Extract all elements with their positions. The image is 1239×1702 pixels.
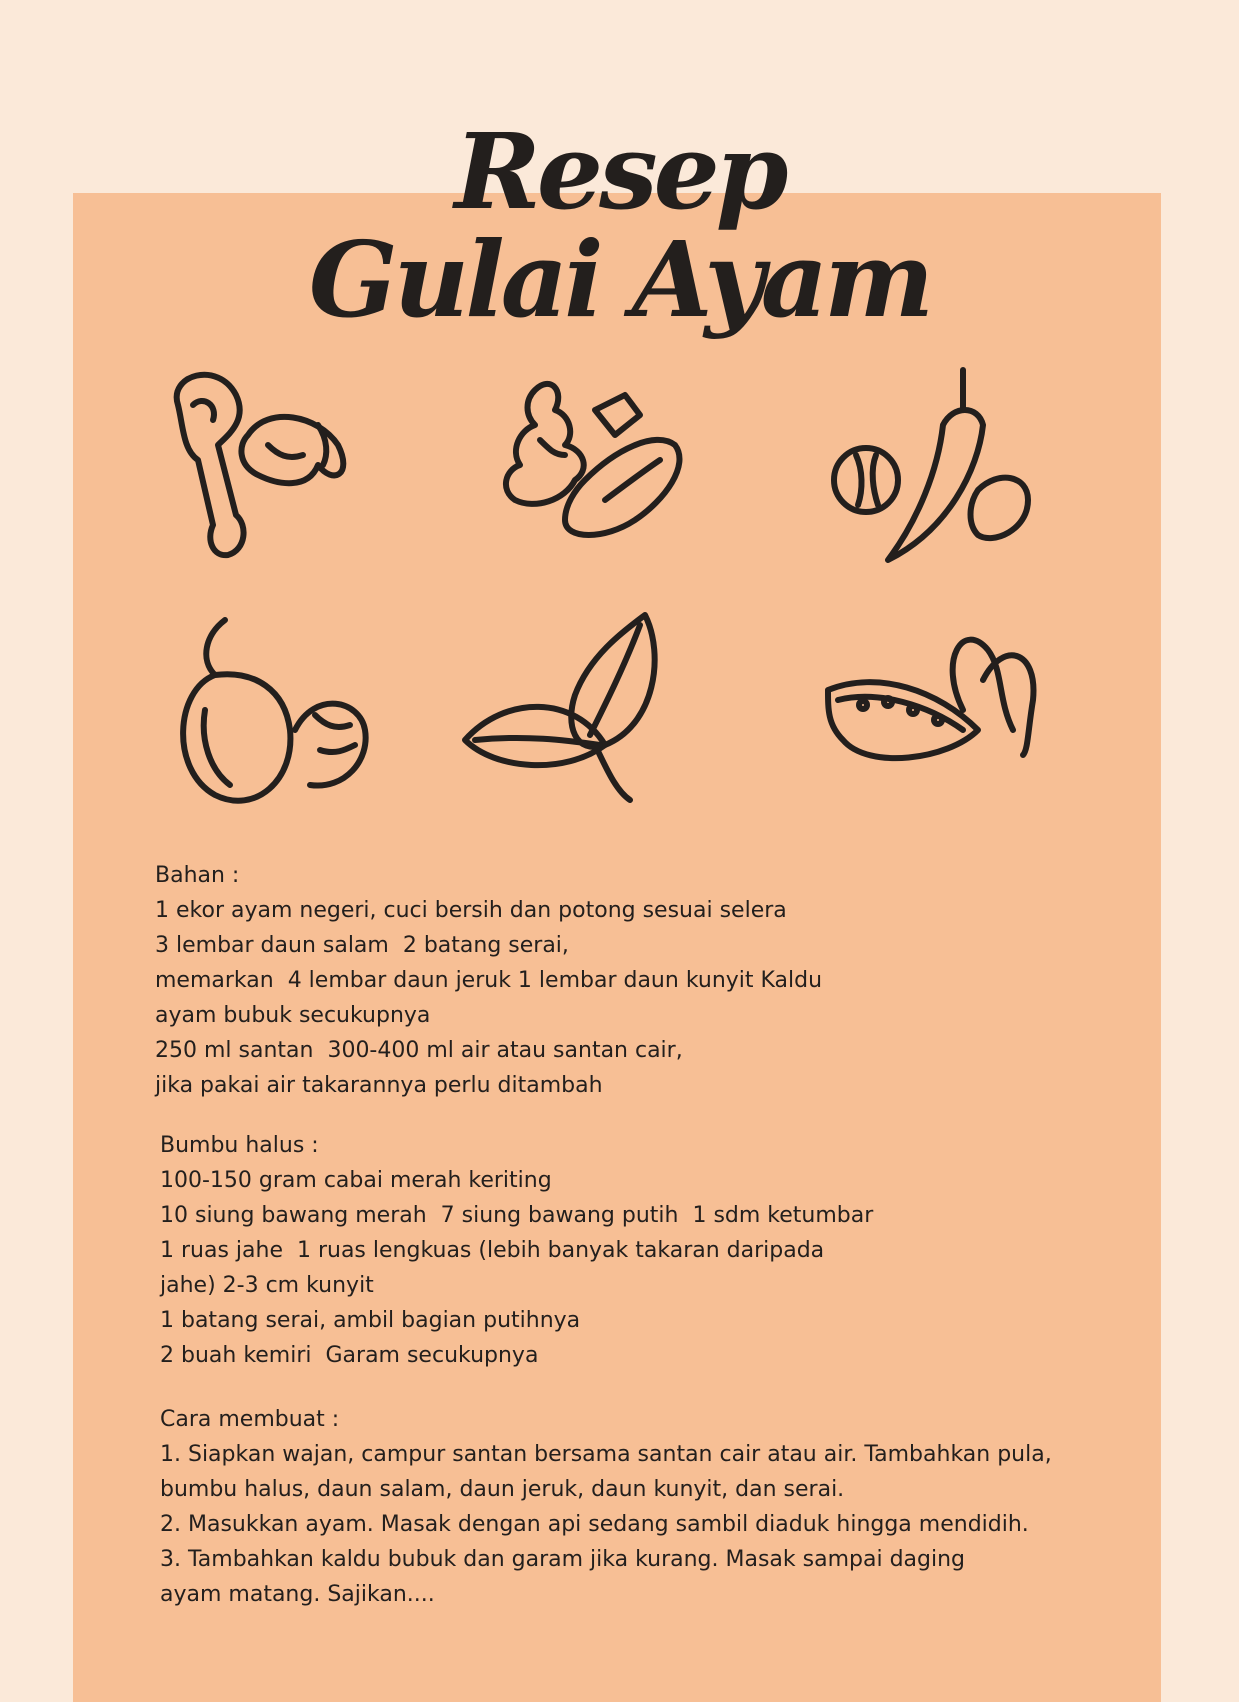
ginger-and-galangal-icon (495, 370, 695, 580)
cara-line: bumbu halus, daun salam, daun jeruk, daun kunyit, dan serai. (160, 1477, 845, 1502)
bahan-line: 250 ml santan 300-400 ml air atau santan cair, (155, 1038, 683, 1063)
bahan-line: 1 ekor ayam negeri, cuci bersih dan potong sesuai selera (155, 898, 787, 923)
bahan-line: 3 lembar daun salam 2 batang serai, (155, 933, 569, 958)
bay-leaves-icon (465, 615, 665, 825)
bumbu-heading: Bumbu halus : (160, 1133, 319, 1158)
bumbu-line: 10 siung bawang merah 7 siung bawang putih 1 sdm ketumbar (160, 1203, 874, 1228)
cara-section (160, 1402, 1052, 1612)
cara-line: 1. Siapkan wajan, campur santan bersama santan cair atau air. Tambahkan pula, (160, 1442, 1052, 1467)
bumbu-line: 1 ruas jahe 1 ruas lengkuas (lebih banyak takaran daripada (160, 1238, 825, 1263)
bahan-section (155, 858, 822, 1103)
cara-line: 2. Masukkan ayam. Masak dengan api sedang sambil diaduk hingga mendidih. (160, 1512, 1029, 1537)
chili-and-garlic-icon (828, 370, 1028, 580)
cara-line: 3. Tambahkan kaldu bubuk dan garam jika kurang. Masak sampai daging (160, 1547, 966, 1572)
bumbu-line: jahe) 2-3 cm kunyit (160, 1273, 374, 1298)
title-line-2: Gulai Ayam (308, 218, 931, 341)
bumbu-line: 100-150 gram cabai merah keriting (160, 1168, 552, 1193)
bumbu-line: 2 buah kemiri Garam secukupnya (160, 1343, 539, 1368)
bahan-heading: Bahan : (155, 863, 240, 888)
bahan-line: ayam bubuk secukupnya (155, 1003, 431, 1028)
title-line-1: Resep (454, 110, 785, 233)
bahan-line: memarkan 4 lembar daun jeruk 1 lembar daun kunyit Kaldu (155, 968, 823, 993)
cara-heading: Cara membuat : (160, 1407, 340, 1432)
bumbu-section (160, 1128, 873, 1373)
recipe-title (0, 110, 1239, 341)
cara-line: ayam matang. Sajikan.... (160, 1582, 435, 1607)
chicken-drumstick-and-wing-icon (158, 365, 358, 575)
bumbu-line: 1 batang serai, ambil bagian putihnya (160, 1308, 581, 1333)
bahan-line: jika pakai air takarannya perlu ditambah (155, 1073, 603, 1098)
shallot-and-candlenut-icon (175, 620, 375, 830)
coconut-and-lemongrass-icon (828, 640, 1028, 850)
